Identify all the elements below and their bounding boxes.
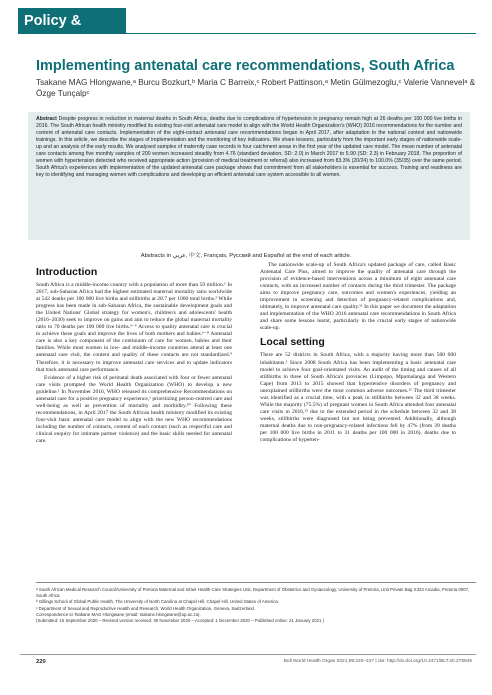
abstract-box [28, 112, 470, 240]
correspondence-note: Correspondence to Tsakane MAG Hlongwane (email: tsakane.hlongwane@up.ac.za). [36, 611, 201, 617]
other-languages-note: Abstracts in عربي, 中文, Français, Русский and Español at the end of each article. [140, 253, 352, 259]
left-column [36, 262, 232, 582]
intro-paragraph-3: The nationwide scale-up of South Africa's updated package of care, called Basic Antenatal Care Plus, aimed to improve the quality of antenatal care through the provision of evidence-based interventions across a minimum of eight antenatal care contacts, with an increased number of contacts during the third trimester. The package aims to improve pregnancy care, outcomes and women's experiences, yielding an improvement in screening and detection of pregnancy-related complications and, ultimately, to improve antenatal care quality.¹¹ In this paper we document the adaptation and implementation of the WHO 2016 antenatal care recommendations in South Africa and share some lessons learnt, particularly in the crucial early stages of nationwide scale-up. [260, 262, 456, 332]
local-setting-paragraph: There are 52 districts in South Africa, with a majority having more than 500 000 inhabitants.¹ Since 2008 South Africa has been implementing a basic antenatal care model to achieve four goal-orientated visits. An audit of the timing and causes of all stillbirths in three of South Africa's provinces (Limpopo, Mpumalanga and Western Cape) from 2013 to 2015 showed that hypertensive disorders of pregnancy and unexplained stillbirths were the most common adverse outcomes.¹² The third trimester was identified as a crucial time, with a peak in stillbirths between 32 and 38 weeks. While the majority (75.5%) of pregnant women in South Africa attended four antenatal care visits in 2016,¹³ due to the extended period in the schedule between 32 and 38 weeks, stillbirths were diagnosed but not being prevented. Additionally, although maternal deaths due to non-pregnancy-related infections fell by 47% (from 39 deaths per 100 000 live births in 2011 to 31 deaths per 100 000 in 2016), deaths due to complications of hyperten- [260, 352, 456, 444]
section-banner [18, 8, 126, 55]
footnote-b: ᵇ Gillings School of Global Public Health, The University of North Carolina at Chapel Hill, Chapel Hill, United States of America. [36, 599, 279, 605]
footnote-c: ᶜ Department of Sexual and Reproductive Health and Research, World Health Organization, Geneva, Switzerland. [36, 605, 256, 611]
page-number: 220 [36, 659, 46, 665]
intro-paragraph-2: Evidence of a higher risk of perinatal death associated with four or fewer antenatal care visits prompted the World Health Organization (WHO) to develop a new guideline.¹ In November 2016, WHO released its comprehensive Recommendations on antenatal care for a positive pregnancy experience,¹ prioritizing person-centred care and well-being as well as prevention of mortality and morbidity.¹⁰ Following these recommendations, in April 2017 the South African health ministry modified its existing four-visit basic antenatal care model to align with the new WHO recommendations including the number of contacts, content of each contact (such as respectful care and clinical enquiry for intimate partner violence) and the basic skills needed for antenatal care. [36, 374, 232, 445]
banner-rule [126, 33, 476, 34]
footer-rule [20, 654, 476, 655]
submission-dates: (Submitted: 15 September 2020 – Revised version received: 30 November 2020 – Accepted: 1 December 2020 – Published online: 21 January 2021 ) [36, 618, 325, 624]
abstract-text: Despite progress in reduction in maternal deaths in South Africa, deaths due to complications of hypertension in pregnancy remain high at 26 deaths per 100 000 live births in 2016. The South African health ministry modified its existing four-visit antenatal care model to align with the World Health Organization's (WHO) 2016 recommendations for the number and content of antenatal care contacts. Implementation of the eight-contact antenatal care recommendations began in April 2017, after adaptation to the national context and nationwide trainings. In this article, we describe the stages of implementation and the monitoring of key indicators. We share lessons, particularly from the important early stages of nationwide scale-up and an analysis of the early results. We analysed samples of maternity case records in four catchment areas in the first year of the updated care model. The mean number of antenatal care contacts among five monthly samples of 200 women increased steadily from 4.76 (standard deviation, SD: 2.0) in March 2017 to 5.90 (SD: 2.3) in February 2018. The proportion of women with hypertension detected who received appropriate action (provision of medical treatment or referral) also increased from 83.3% (20/24) to 100.0% (35/35) over the same period. South Africa's experiences with implementation of the updated antenatal care package shows that commitment from all stakeholders is essential for success. Training and readiness are key to identifying and managing women with complications and developing an efficient antenatal care system accessible to all women. [36, 116, 462, 178]
section-heading-introduction: Introduction [36, 266, 98, 278]
affiliation-footnotes [36, 582, 476, 624]
footnote-a: ᵃ South African Medical Research Council/University of Pretoria Maternal and Infant Health Care Strategies Unit, Department of Obstetrics and Gynaecology, University of Pretoria, Unit Private Bag X323 Arcadia, Pretoria 0007, South Africa. [36, 587, 470, 599]
right-column [260, 262, 456, 612]
intro-paragraph-1: South Africa is a middle-income country with a population of more than 59 million.¹ In 2017, sub-Saharan Africa had the highest estimated maternal mortality ratio worldwide at 542 deaths per 100 000 live births and stillbirths at 28.7 per 1000 total births.² While progress has been made in sub-Saharan Africa, the sustainable development goals and the United Nations' Global strategy for women's, children's and adolescents' health (2016–2030) seek to improve on gains and aim to reduce the global maternal mortality ratio to 70 deaths per 100 000 live births.³⁻⁵ Access to quality antenatal care is crucial to achieve these goals and improve the lives of both mothers and babies.⁶⁻⁸ Antenatal care is also a key component of the continuum of care for women, babies and their families. While most women in low- and middle-income countries attend at least one antenatal care visit, the content and quality of these contacts are not standardized.⁹ Therefore, it is necessary to improve antenatal care services and to update indicators that track antenatal care performance. [36, 282, 232, 373]
article-title: Implementing antenatal care recommendations, South Africa [36, 58, 455, 74]
abstract-label: Abstract [36, 116, 57, 122]
section-label: Policy & practice [24, 13, 82, 55]
author-list: Tsakane MAG Hlongwane,ᵃ Burcu Bozkurt,ᵇ Maria C Barreix,ᶜ Robert Pattinson,ᵃ Metin Gülmezoglu,ᶜ Valerie Vannevelᵃ & Özge Tunçalpᶜ [36, 78, 476, 98]
journal-citation: Bull World Health Organ 2021;99:220–227 | doi: http://dx.doi.org/10.2471/BLT.20.278945 [283, 659, 472, 664]
section-heading-local-setting: Local setting [260, 336, 325, 349]
